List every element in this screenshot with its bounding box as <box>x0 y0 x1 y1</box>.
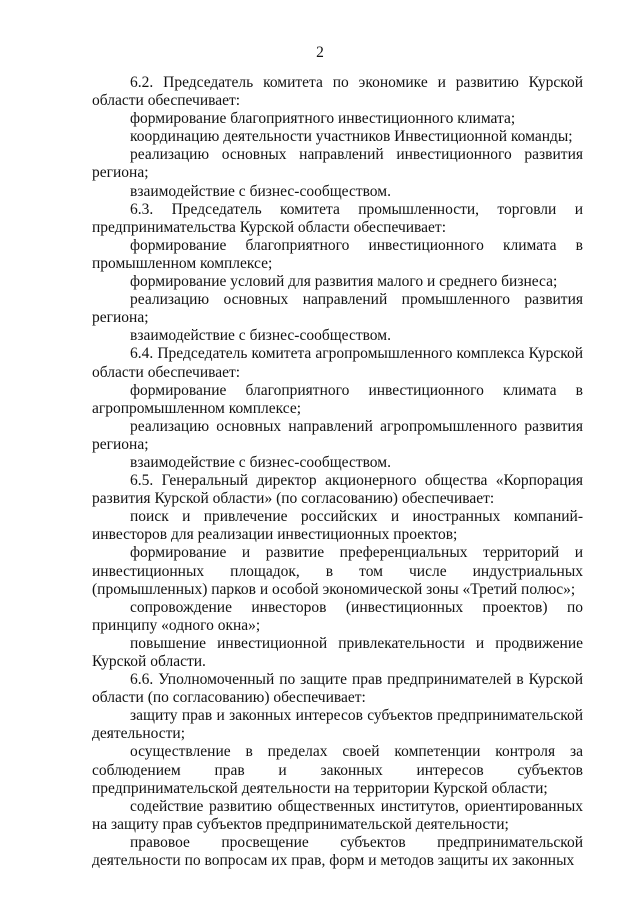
list-item: формирование благоприятного инвестиционного климата в промышленном комплексе; <box>92 236 583 272</box>
list-item: реализацию основных направлений агропромышленного развития региона; <box>92 417 583 453</box>
page-number: 2 <box>316 44 324 61</box>
list-item: повышение инвестиционной привлекательности и продвижение Курской области. <box>92 634 583 670</box>
clause-6-3-heading: 6.3. Председатель комитета промышленности, торговли и предпринимательства Курской области обеспечивает: <box>92 200 583 236</box>
list-item: сопровождение инвесторов (инвестиционных проектов) по принципу «одного окна»; <box>92 598 583 634</box>
clause-6-6-heading: 6.6. Уполномоченный по защите прав предпринимателей в Курской области (по согласованию) обеспечивает: <box>92 671 583 707</box>
list-item: правовое просвещение субъектов предпринимательской деятельности по вопросам их прав, форм и методов защиты их законных <box>92 833 583 870</box>
list-item: формирование благоприятного инвестиционного климата в агропромышленном комплексе; <box>92 381 583 417</box>
list-item: взаимодействие с бизнес-сообществом. <box>130 182 391 200</box>
list-item: формирование условий для развития малого и среднего бизнеса; <box>130 273 558 291</box>
document-body <box>92 74 583 870</box>
list-item: поиск и привлечение российских и иностранных компаний-инвесторов для реализации инвестиционных проектов; <box>92 508 583 544</box>
list-item: формирование и развитие преференциальных территорий и инвестиционных площадок, в том числе индустриальных (промышленных) парков и особой экономической зоны «Третий полюс»; <box>92 544 583 598</box>
clause-6-4-heading: 6.4. Председатель комитета агропромышленного комплекса Курской области обеспечивает: <box>92 345 583 381</box>
list-item: осуществление в пределах своей компетенции контроля за соблюдением прав и законных интересов субъектов предпринимательской деятельности на территории Курской области; <box>92 743 583 797</box>
list-item: формирование благоприятного инвестиционного климата; <box>130 110 516 128</box>
list-item: взаимодействие с бизнес-сообществом. <box>130 453 391 471</box>
clause-6-2-heading: 6.2. Председатель комитета по экономике и развитию Курской области обеспечивает: <box>92 74 583 110</box>
list-item: реализацию основных направлений инвестиционного развития региона; <box>92 146 583 182</box>
list-item: взаимодействие с бизнес-сообществом. <box>130 327 391 345</box>
list-item: содействие развитию общественных институтов, ориентированных на защиту прав субъектов предпринимательской деятельности; <box>92 797 583 833</box>
list-item: реализацию основных направлений промышленного развития региона; <box>92 291 583 327</box>
clause-6-5-heading: 6.5. Генеральный директор акционерного общества «Корпорация развития Курской области» (по согласованию) обеспечивает: <box>92 472 583 508</box>
list-item: координацию деятельности участников Инвестиционной команды; <box>130 128 573 146</box>
list-item: защиту прав и законных интересов субъектов предпринимательской деятельности; <box>92 707 583 743</box>
